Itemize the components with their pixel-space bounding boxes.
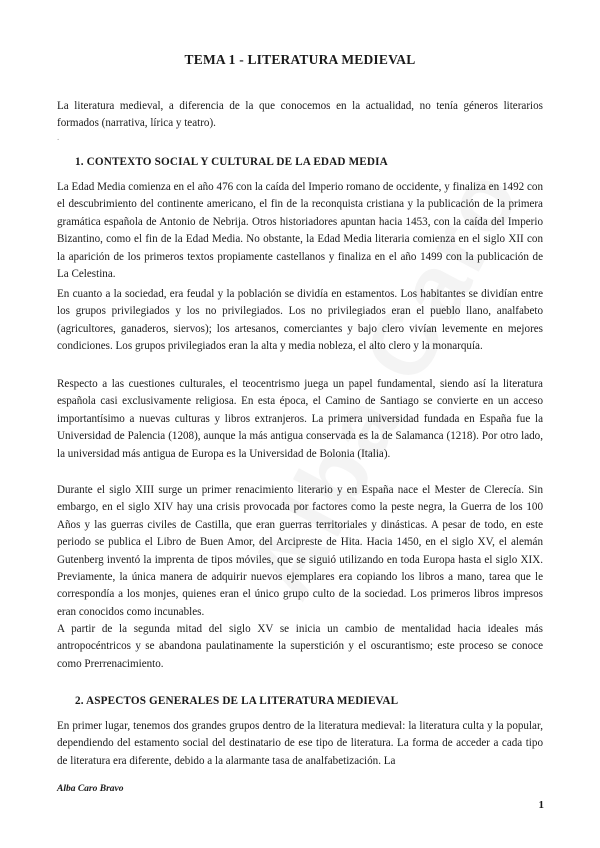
page-number: 1 (538, 799, 544, 811)
section-1-paragraph-2: En cuanto a la sociedad, era feudal y la población se dividía en estamentos. Los habitantes se dividían entre los grupos privilegiados y los no privilegiados. Los no privilegiados eran el pueblo llano, analfabeto (agricultores, ganaderos, siervos); los artesanos, comerciantes y bajo clero vivían levemente en mejores condiciones. Los grupos privilegiados eran la alta y media nobleza, el alto clero y la monarquía. (57, 288, 543, 353)
stray-mark: . (57, 132, 60, 142)
section-heading-2: 2. ASPECTOS GENERALES DE LA LITERATURA MEDIEVAL (75, 695, 399, 707)
section-1-paragraph-5: A partir de la segunda mitad del siglo XV se inicia un cambio de mentalidad hacia ideales más antropocéntricos y se abandona paulatinamente la superstición y el oscurantismo; este proceso se conoce como Prerrenacimiento. (57, 623, 543, 670)
page-title: TEMA 1 - LITERATURA MEDIEVAL (184, 52, 416, 67)
section-2-paragraph-1: En primer lugar, tenemos dos grandes grupos dentro de la literatura medieval: la literatura culta y la popular, dependiendo del estamento social del destinatario de ese tipo de literatura. La forma de acceder a cada tipo de literatura era diferente, debido a la alarmante tasa de analfabetización. La (57, 720, 543, 767)
section-1-paragraph-4: Durante el siglo XIII surge un primer renacimiento literario y en España nace el Mester de Clerecía. Sin embargo, en el siglo XIV hay una crisis provocada por factores como la peste negra, la Guerra de los 100 Años y las guerras civiles de Castilla, que eran guerras territoriales y dinásticas. A pesar de todo, en este periodo se publica el Libro de Buen Amor, del Arcipreste de Hita. Hacia 1450, en el siglo XV, el alemán Gutenberg inventó la imprenta de tipos móviles, que se siguió utilizando en toda Europa hasta el siglo XIX. Previamente, la única manera de adquirir nuevos ejemplares era copiando los libros a mano, tarea que le correspondía a los monjes, quienes eran el único grupo culto de la sociedad. Los primeros libros impresos eran conocidos como incunables. (57, 484, 543, 618)
intro-paragraph: La literatura medieval, a diferencia de la que conocemos en la actualidad, no tenía géneros literarios formados (narrativa, lírica y teatro). (57, 100, 543, 130)
section-1-paragraph-3: Respecto a las cuestiones culturales, el teocentrismo juega un papel fundamental, siendo así la literatura española casi exclusivamente religiosa. En esta época, el Camino de Santiago se convierte en un acceso importantísimo a nuevas culturas y libros extranjeros. La primera universidad fundada en España fue la Universidad de Palencia (1208), aunque la más antigua conservada es la de Salamanca (1218). Por otro lado, la universidad más antigua de Europa es la Universidad de Bolonia (Italia). (57, 378, 543, 460)
footer-author: Alba Caro Bravo (57, 784, 124, 794)
section-1-paragraph-1: La Edad Media comienza en el año 476 con la caída del Imperio romano de occidente, y finaliza en 1492 con el descubrimiento del continente americano, el fin de la reconquista cristiana y la publicación de la primera gramática española de Antonio de Nebrija. Otros historiadores apuntan hacia 1453, con la caída del Imperio Bizantino, como el fin de la Edad Media. No obstante, la Edad Media literaria comienza en el siglo XII con la aparición de los primeros textos propiamente castellanos y finaliza en el año 1499 con la publicación de La Celestina. (57, 181, 543, 281)
section-heading-1: 1. CONTEXTO SOCIAL Y CULTURAL DE LA EDAD MEDIA (75, 156, 388, 168)
